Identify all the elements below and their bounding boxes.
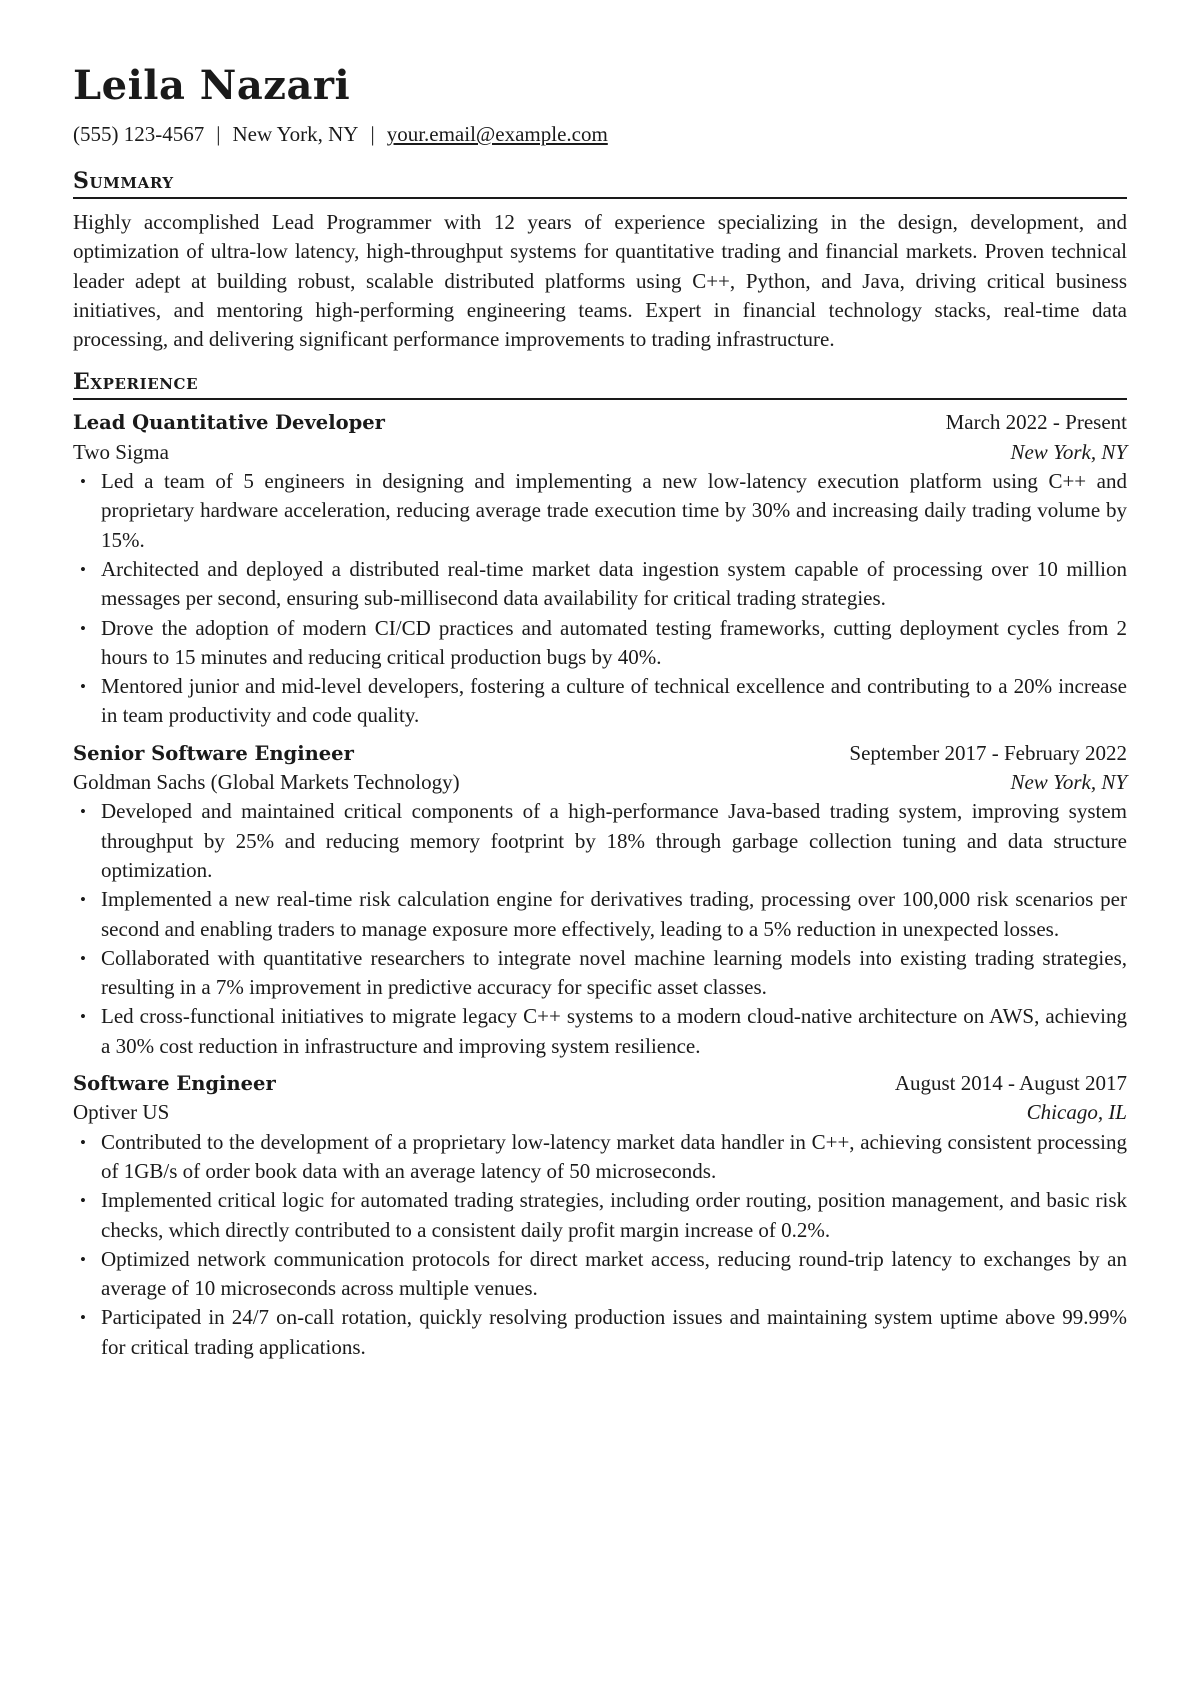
phone-number: (555) 123-4567 xyxy=(73,122,205,146)
email-link[interactable]: your.email@example.com xyxy=(386,122,608,146)
job-location: New York, NY xyxy=(1010,439,1127,464)
job-title: Senior Software Engineer xyxy=(73,741,354,765)
job-bullets xyxy=(73,797,1127,1061)
job-entry xyxy=(73,739,1127,1061)
resume-page xyxy=(73,58,1127,1362)
bullet-item: • Mentored junior and mid-level developers, fostering a culture of technical excellence and contributing to a 20% increase in team productivity and code quality. xyxy=(73,672,1127,731)
bullet-item: • Implemented a new real-time risk calculation engine for derivatives trading, processing over 100,000 risk scenarios per second and enabling traders to manage exposure more effectively, leading to a 5% reduction in unexpected losses. xyxy=(73,885,1127,944)
contact-line xyxy=(73,119,1127,149)
bullet-item: • Developed and maintained critical components of a high-performance Java-based trading system, improving system throughput by 25% and reducing memory footprint by 18% through garbage collection tuning and data structure optimization. xyxy=(73,797,1127,885)
job-location: Chicago, IL xyxy=(1026,1100,1127,1125)
job-title: Lead Quantitative Developer xyxy=(73,411,385,435)
contact-separator: | xyxy=(370,122,375,146)
company-name: Two Sigma xyxy=(73,439,169,464)
job-location: New York, NY xyxy=(1010,770,1127,795)
experience-heading: Experience xyxy=(73,367,1127,400)
summary-heading: Summary xyxy=(73,166,1127,199)
bullet-item: • Collaborated with quantitative researchers to integrate novel machine learning models into existing trading strategies, resulting in a 7% improvement in predictive accuracy for specific asset classes. xyxy=(73,944,1127,1003)
bullet-item: • Optimized network communication protocols for direct market access, reducing round-trip latency to exchanges by an average of 10 microseconds across multiple venues. xyxy=(73,1245,1127,1304)
bullet-item: • Drove the adoption of modern CI/CD practices and automated testing frameworks, cutting deployment cycles from 2 hours to 15 minutes and reducing critical production bugs by 40%. xyxy=(73,614,1127,673)
job-dates: March 2022 - Present xyxy=(945,410,1127,435)
location-text: New York, NY xyxy=(232,122,359,146)
company-name: Goldman Sachs (Global Markets Technology) xyxy=(73,770,460,795)
bullet-item: • Led cross-functional initiatives to migrate legacy C++ systems to a modern cloud-native architecture on AWS, achieving a 30% cost reduction in infrastructure and improving system resilience. xyxy=(73,1002,1127,1061)
bullet-item: • Implemented critical logic for automated trading strategies, including order routing, position management, and basic risk checks, which directly contributed to a consistent daily profit margin increase of 0.2%. xyxy=(73,1186,1127,1245)
bullet-item: • Architected and deployed a distributed real-time market data ingestion system capable of processing over 10 million messages per second, ensuring sub-millisecond data availability for critical trading strategies. xyxy=(73,555,1127,614)
bullet-item: • Participated in 24/7 on-call rotation, quickly resolving production issues and maintaining system uptime above 99.99% for critical trading applications. xyxy=(73,1303,1127,1362)
job-title: Software Engineer xyxy=(73,1072,276,1096)
contact-separator: | xyxy=(216,122,221,146)
job-entry xyxy=(73,408,1127,730)
bullet-item: • Contributed to the development of a proprietary low-latency market data handler in C++, achieving consistent processing of 1GB/s of order book data with an average latency of 50 microseconds. xyxy=(73,1128,1127,1187)
job-bullets xyxy=(73,467,1127,731)
job-dates: September 2017 - February 2022 xyxy=(849,740,1127,765)
job-entry xyxy=(73,1069,1127,1362)
company-name: Optiver US xyxy=(73,1100,170,1125)
job-bullets xyxy=(73,1128,1127,1362)
job-dates: August 2014 - August 2017 xyxy=(894,1071,1127,1096)
summary-paragraph: Highly accomplished Lead Programmer with 12 years of experience specializing in the design, development, and optimization of ultra-low latency, high-throughput systems for quantitative trading and financial markets. Proven technical leader adept at building robust, scalable distributed platforms using C++, Python, and Java, driving critical business initiatives, and mentoring high-performing engineering teams. Expert in financial technology stacks, real-time data processing, and delivering significant performance improvements to trading infrastructure. xyxy=(73,210,1127,352)
candidate-name: Leila Nazari xyxy=(73,62,351,109)
bullet-item: • Led a team of 5 engineers in designing and implementing a new low-latency execution platform using C++ and proprietary hardware acceleration, reducing average trade execution time by 30% and increasing daily trading volume by 15%. xyxy=(73,467,1127,555)
